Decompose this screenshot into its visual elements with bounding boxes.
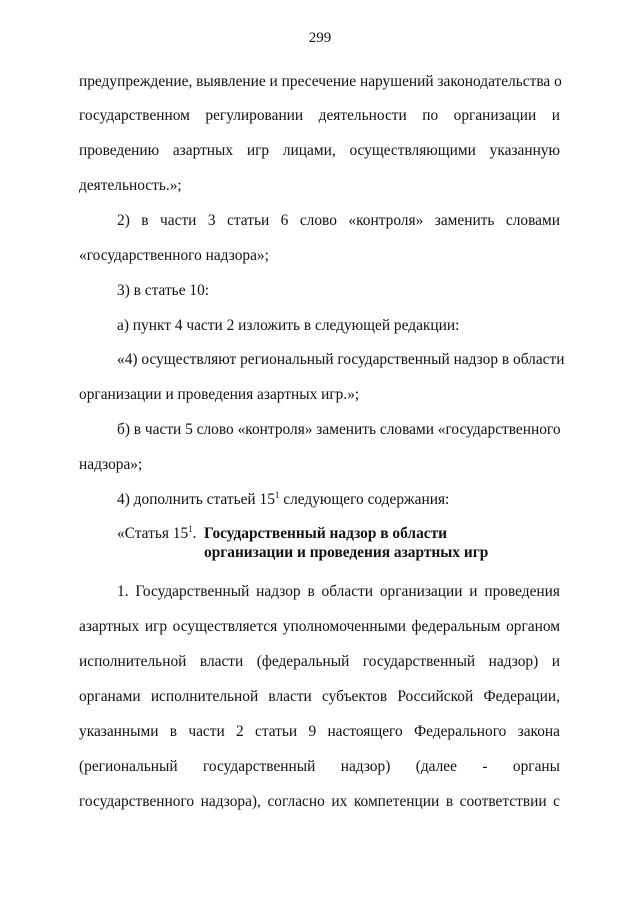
text-fragment: . (192, 525, 197, 542)
text-line: организации и проведения азартных игр.»; (79, 386, 360, 403)
text-line: указанными в части 2 статьи 9 настоящего Федерального закона (79, 723, 560, 740)
text-line (117, 490, 560, 510)
text-line: б) в части 5 слово «контроля» заменить словами «государственного (117, 421, 561, 438)
page-number: 299 (308, 30, 332, 46)
text-line: 2) в части 3 статьи 6 слово «контроля» заменить словами (117, 212, 560, 229)
text-line: предупреждение, выявление и пресечение нарушений законодательства о (79, 73, 562, 90)
text-line: 1. Государственный надзор в области организации и проведения (117, 583, 560, 600)
text-line: «государственного надзора»; (79, 247, 269, 264)
text-fragment: следующего содержания: (279, 491, 450, 508)
text-line: а) пункт 4 части 2 изложить в следующей редакции: (117, 317, 460, 334)
text-line: «4) осуществляют региональный государственный надзор в области (117, 351, 565, 368)
text-line: (региональный государственный надзор) (далее - органы (79, 758, 560, 775)
article-label (117, 524, 197, 544)
text-line: азартных игр осуществляется уполномоченными федеральным органом (79, 618, 560, 635)
text-fragment: «Статья 15 (117, 525, 189, 542)
superscript: 1 (274, 490, 280, 500)
superscript: 1 (188, 524, 193, 534)
text-line: органами исполнительной власти субъектов Российской Федерации, (79, 688, 560, 705)
text-line: государственном регулировании деятельности по организации и (79, 107, 560, 124)
article-title-line: Государственный надзор в области (204, 525, 448, 542)
article-title (204, 524, 488, 562)
text-line: исполнительной власти (федеральный государственный надзор) и (79, 653, 560, 670)
text-line: надзора»; (79, 456, 143, 473)
text-line: деятельность.»; (79, 177, 182, 194)
text-line: проведению азартных игр лицами, осуществляющими указанную (79, 142, 560, 159)
text-line: 3) в статье 10: (117, 282, 210, 299)
text-line: государственного надзора), согласно их компетенции в соответствии с (79, 793, 560, 810)
text-fragment: 4) дополнить статьей 15 (117, 491, 275, 508)
article-title-line: организации и проведения азартных игр (204, 544, 489, 561)
